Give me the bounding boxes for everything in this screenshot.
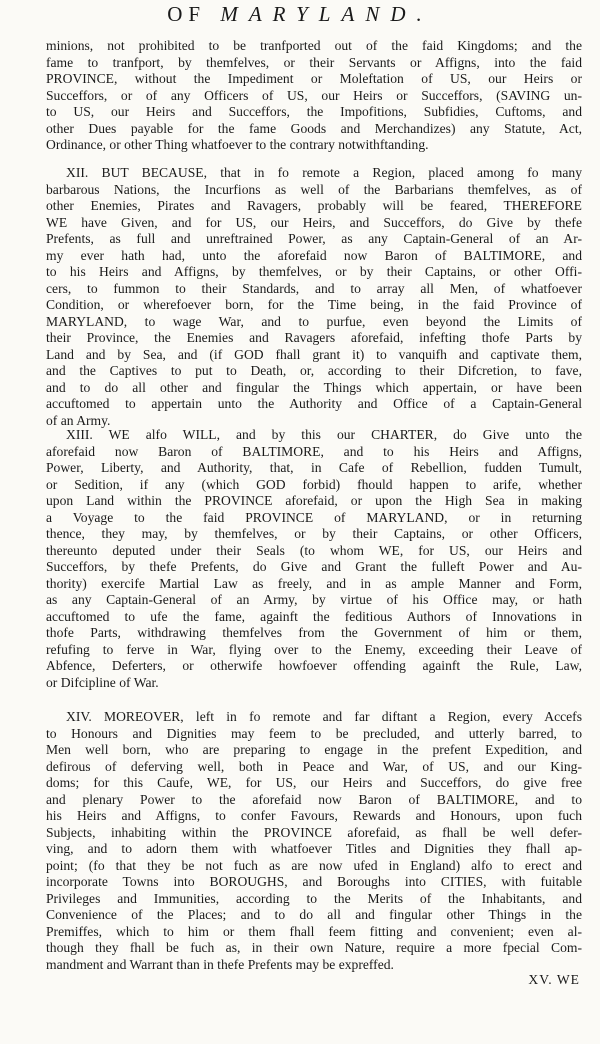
text-line: incorporate Towns into BOROUGHS, and Boroughs into CITIES, with fuitable [46,874,582,889]
text-line: doms; for this Caufe, WE, for US, our Heirs and Succeffors, do give free [46,775,582,790]
text-line: accuftomed to appertain unto the Authority and Office of a Captain-General [46,396,582,411]
text-line: refufing to ferve in War, flying over to the Enemy, exceeding their Leave of [46,641,582,657]
text-line: and to do all other and fingular the Things which appertain, or have been [46,379,582,395]
header-of: OF [167,2,207,26]
text-line: Subjects, inhabiting within the PROVINCE aforefaid, as fhall be well defer- [46,824,582,840]
text-line: Men well born, who are preparing to engage in the prefent Expedition, and [46,742,582,757]
text-line: thence, they may, by themfelves, or by their Captains, or other Officers, [46,526,582,541]
text-line: WE have Given, and for US, our Heirs, and Succeffors, do Give by thefe [46,214,582,230]
text-line: and plenary Power to the aforefaid now Baron of BALTIMORE, and to [46,791,582,807]
text-line: other Enemies, Pirates and Ravagers, probably will be feared, THEREFORE [46,198,582,213]
text-line: thority) exercife Martial Law as freely, and in as ample Manner and Form, [46,575,582,591]
text-line: upon Land within the PROVINCE aforefaid, or upon the High Sea in making [46,493,582,508]
header-state: MARYLAND. [220,2,433,26]
text-line: Privileges and Immunities, according to the Merits of the Inhabitants, and [46,890,582,906]
text-line: my ever hath had, unto the aforefaid now Baron of BALTIMORE, and [46,247,582,263]
text-line: to his Heirs and Affigns, by themfelves, or by their Captains, or other Offi- [46,264,582,279]
text-line: point; (fo that they be not fuch as are now ufed in England) alfo to erect and [46,857,582,873]
text-line: defirous of deferving well, both in Peace and War, of US, and our King- [46,758,582,774]
text-line: Convenience of the Places; and to do all and fingular other Things in the [46,907,582,922]
text-line: thereunto deputed under their Seals (to whom WE, for US, our Heirs and [46,542,582,558]
text-line: or Sedition, if any (which GOD forbid) fhould happen to arife, whether [46,476,582,492]
text-line: his Heirs and Affigns, to confer Favours, Rewards and Honours, upon fuch [46,808,582,823]
text-line: Prefents, as full and unreftrained Power, as any Captain-General of an Ar- [46,231,582,246]
text-line: minions, not prohibited to be tranfported out of the faid Kingdoms; and the [46,38,582,53]
text-line: a Voyage to the faid PROVINCE of MARYLAND, or in returning [46,509,582,525]
text-line: of an Army. [46,412,111,428]
text-line: barbarous Nations, the Incurfions as well of the Barbarians themfelves, as of [46,181,582,197]
text-line: XIV. MOREOVER, left in fo remote and far diftant a Region, every Accefs [66,709,582,724]
text-line: to Honours and Dignities may feem to be precluded, and utterly barred, to [46,725,582,741]
text-line: Succeffors, by thefe Prefents, do Give and Grant the fulleft Power and Au- [46,559,582,574]
text-line: mandment and Warrant than in thefe Prefents may be expreffed. [46,956,394,972]
text-line: other Dues payable for the fame Goods and Merchandizes) any Statute, Act, [46,120,582,136]
text-line: thofe Parts, withdrawing themfelves from the Government of him or them, [46,625,582,640]
paragraph-xiv [46,709,582,973]
text-line: though they fhall be fuch as, in their own Nature, require a more fpecial Com- [46,940,582,955]
text-line: XIII. WE alfo WILL, and by this our CHARTER, do Give unto the [66,427,582,442]
text-line: Abfence, Deferters, or otherwife howfoever offending againft the Rule, Law, [46,658,582,673]
paragraph-continuation [46,38,582,154]
text-line: Power, Liberty, and Authority, that, in Cafe of Rebellion, fudden Tumult, [46,460,582,475]
text-line: to US, our Heirs and Succeffors, the Impofitions, Subfidies, Cuftoms, and [46,104,582,119]
text-line: fame to tranfport, by themfelves, or their Servants or Affigns, into the faid [46,54,582,70]
text-line: Land and by Sea, and (if GOD fhall grant it) to vanquifh and captivate them, [46,346,582,362]
text-line: PROVINCE, without the Impediment or Moleftation of US, our Heirs or [46,71,582,86]
text-line: and the Captives to put to Death, or, according to their Difcretion, to fave, [46,363,582,378]
text-line: accuftomed to ufe the fame, againft the feditious Authors of Innovations in [46,608,582,624]
text-line: Premiffes, which to him or them fhall feem fitting and convenient; even al- [46,923,582,939]
text-line: cers, to fummon to their Standards, and to array all Men, of whatfoever [46,280,582,296]
text-line: as any Captain-General of an Army, by virtue of his Office may, or hath [46,592,582,607]
text-line: Condition, or wherefoever born, for the Time being, in the faid Province of [46,297,582,312]
text-line: their Province, the Enemies and Ravagers aforefaid, infefting thofe Parts by [46,330,582,345]
text-line: Succeffors, or of any Officers of US, our Heirs or Succeffors, (SAVING un- [46,87,582,103]
text-line: Ordinance, or other Thing whatfoever to the contrary notwithftanding. [46,137,429,152]
paragraph-xiii [46,427,582,691]
text-line: MARYLAND, to wage War, and to purfue, even beyond the Limits of [46,313,582,329]
running-header [0,2,600,26]
paragraph-xii [46,165,582,429]
catchword: XV. WE [528,972,580,987]
text-line: ving, and to adorn them with whatfoever Titles and Dignities they fhall ap- [46,841,582,856]
text-line: XII. BUT BECAUSE, that in fo remote a Region, placed among fo many [66,165,582,180]
text-line: or Difcipline of War. [46,674,159,690]
text-line: aforefaid now Baron of BALTIMORE, and to his Heirs and Affigns, [46,443,582,459]
